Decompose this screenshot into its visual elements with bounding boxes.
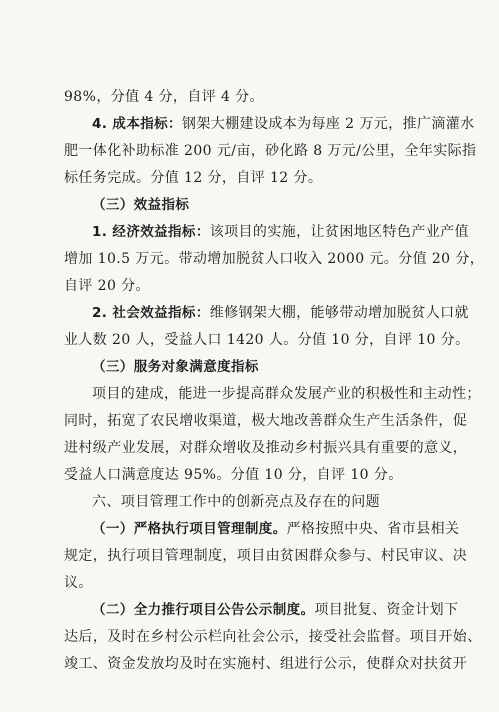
paragraph-line	[64, 570, 441, 597]
text: 增加 10.5 万元。带动增加脱贫人口收入 2000 元。分值 20 分，	[64, 251, 485, 267]
section-heading-satisfaction	[64, 354, 441, 381]
paragraph-line	[64, 651, 468, 678]
paragraph-line	[64, 165, 441, 192]
text: 业人数 20 人，受益人口 1420 人。分值 10 分，自评 10 分。	[64, 332, 470, 348]
text: 维修钢架大棚，能够带动增加脱贫人口就	[209, 305, 469, 321]
text: 竣工、资金发放均及时在实施村、组进行公示，使群众对扶贫开	[64, 656, 468, 672]
paragraph-line	[64, 327, 470, 354]
section-heading-benefit	[64, 192, 441, 219]
text: 98%，分值 4 分，自评 4 分。	[64, 89, 264, 105]
text: 标任务完成。分值 12 分，自评 12 分。	[64, 170, 323, 186]
text: 达后，及时在乡村公示栏向社会公示，接受社会监督。项目开始、	[64, 629, 482, 645]
text: 进村级产业发展，对群众增收及推动乡村振兴具有重要的意义，	[64, 440, 468, 456]
text: 规定，执行项目管理制度，项目由贫困群众参与、村民审议、决	[64, 548, 468, 564]
text: 同时，拓宽了农民增收渠道，极大地改善群众生产生活条件，促	[64, 413, 468, 429]
section-heading-innovation	[64, 489, 441, 516]
paragraph-line	[64, 381, 481, 408]
paragraph-line	[64, 138, 477, 165]
text: 项目批复、资金计划下	[314, 602, 459, 618]
paragraph-line	[64, 246, 485, 273]
text: 自评 20 分。	[64, 278, 150, 294]
heading-text: （三）服务对象满意度指标	[92, 359, 259, 375]
text: 议。	[64, 575, 93, 591]
indicator-heading-social: 2. 社会效益指标：	[92, 305, 210, 321]
subheading-management: （一）严格执行项目管理制度。	[92, 521, 287, 537]
paragraph-line	[64, 300, 469, 327]
text: 肥一体化补助标准 200 元/亩，砂化路 8 万元/公里，全年实际指	[64, 143, 477, 159]
paragraph-line	[64, 624, 482, 651]
subheading-publicity: （二）全力推行项目公告公示制度。	[92, 602, 315, 618]
text: 受益人口满意度达 95%。分值 10 分，自评 10 分。	[64, 467, 403, 483]
indicator-heading-economic: 1. 经济效益指标：	[92, 224, 210, 240]
paragraph-line	[64, 408, 468, 435]
text: 该项目的实施，让贫困地区特色产业产值	[209, 224, 469, 240]
paragraph-line	[64, 435, 468, 462]
paragraph-line	[64, 462, 441, 489]
indicator-heading-cost: 4. 成本指标：	[92, 116, 182, 132]
heading-text: （三）效益指标	[92, 197, 190, 213]
text: 严格按照中央、省市县相关	[286, 521, 460, 537]
paragraph-line	[64, 84, 441, 111]
heading-text: 六、项目管理工作中的创新亮点及存在的问题	[92, 494, 380, 510]
paragraph-line	[64, 516, 460, 543]
paragraph-line	[64, 543, 468, 570]
paragraph-line	[64, 273, 441, 300]
paragraph-line	[64, 219, 469, 246]
text: 钢架大棚建设成本为每座 2 万元，推广滴灌水	[181, 116, 475, 132]
text: 项目的建成，能进一步提高群众发展产业的积极性和主动性；	[92, 386, 481, 402]
paragraph-line	[64, 111, 475, 138]
paragraph-line	[64, 597, 459, 624]
